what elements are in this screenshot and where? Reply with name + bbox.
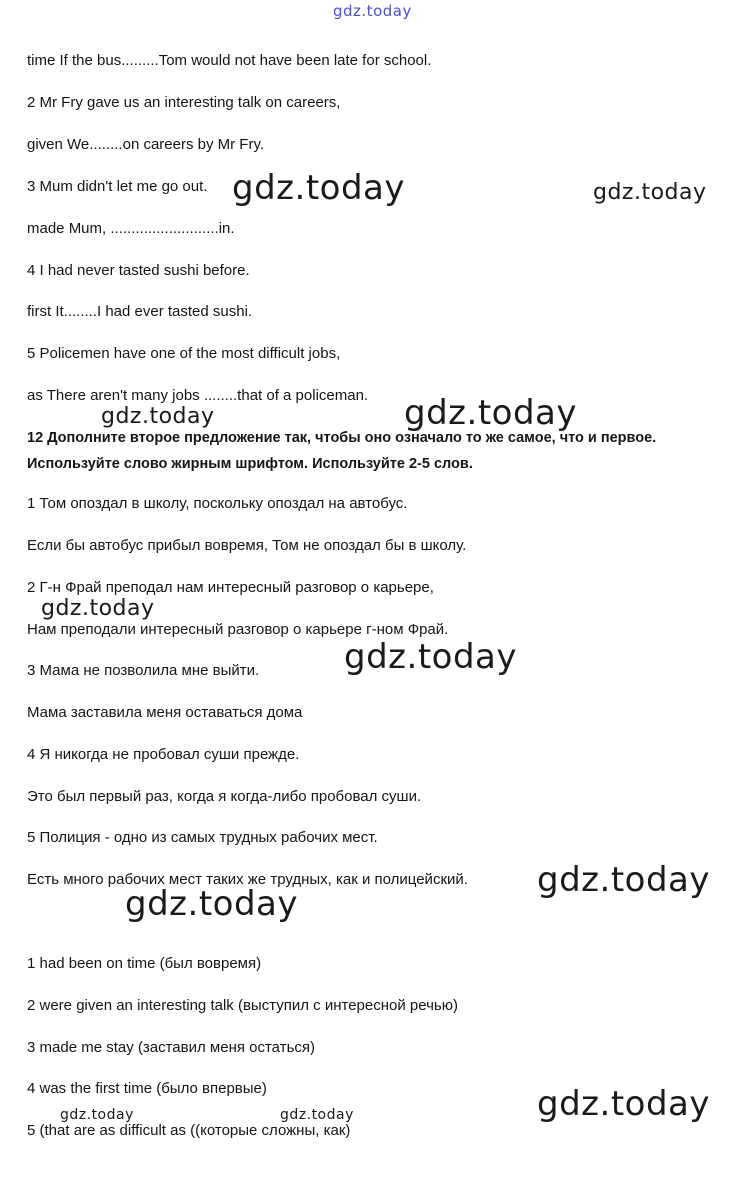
translation-line: 3 Мама не позволила мне выйти. (27, 662, 260, 679)
translation-line: Мама заставила меня оставаться дома (27, 704, 303, 721)
watermark: gdz.today (232, 168, 405, 208)
watermark: gdz.today (537, 860, 710, 900)
translation-line: 1 Том опоздал в школу, поскольку опоздал на автобус. (27, 495, 408, 512)
exercise12-instruction: 12 Дополните второе предложение так, чтобы оно означало то же самое, что и первое. (27, 430, 657, 446)
watermark: gdz.today (125, 884, 298, 924)
watermark: gdz.today (280, 1107, 354, 1123)
watermark: gdz.today (404, 393, 577, 433)
header-watermark: gdz.today (333, 2, 412, 20)
exercise11-line: time If the bus.........Tom would not have been late for school. (27, 52, 432, 69)
watermark: gdz.today (537, 1084, 710, 1124)
exercise11-line: first It........I had ever tasted sushi. (27, 303, 253, 320)
translation-line: Это был первый раз, когда я когда-либо пробовал суши. (27, 788, 422, 805)
exercise11-line: given We........on careers by Mr Fry. (27, 136, 265, 153)
watermark: gdz.today (593, 180, 707, 205)
exercise11-line: as There aren't many jobs ........that of a policeman. (27, 387, 369, 404)
exercise11-line: 2 Mr Fry gave us an interesting talk on careers, (27, 94, 341, 111)
answer-line: 1 had been on time (был вовремя) (27, 955, 262, 972)
answer-line: 4 was the first time (было впервые) (27, 1080, 267, 1097)
exercise12-instruction: Используйте слово жирным шрифтом. Используйте 2-5 слов. (27, 456, 473, 472)
translation-line: 5 Полиция - одно из самых трудных рабочих мест. (27, 829, 378, 846)
answer-line: 5 (that are as difficult as ((которые сложны, как) (27, 1122, 351, 1139)
watermark: gdz.today (41, 596, 155, 621)
translation-line: Если бы автобус прибыл вовремя, Том не опоздал бы в школу. (27, 537, 467, 554)
watermark: gdz.today (344, 637, 517, 677)
answer-line: 3 made me stay (заставил меня остаться) (27, 1039, 315, 1056)
answer-line: 2 were given an interesting talk (выступил с интересной речью) (27, 997, 458, 1014)
watermark: gdz.today (101, 404, 215, 429)
exercise11-line: 3 Mum didn't let me go out. (27, 178, 208, 195)
exercise11-line: made Mum, ..........................in. (27, 220, 235, 237)
exercise11-line: 4 I had never tasted sushi before. (27, 262, 250, 279)
watermark: gdz.today (60, 1107, 134, 1123)
translation-line: 4 Я никогда не пробовал суши прежде. (27, 746, 300, 763)
exercise11-line: 5 Policemen have one of the most difficult jobs, (27, 345, 341, 362)
translation-line: Есть много рабочих мест таких же трудных, как и полицейский. (27, 871, 468, 888)
translation-line: 2 Г-н Фрай преподал нам интересный разговор о карьере, (27, 579, 434, 596)
translation-line: Нам преподали интересный разговор о карьере г-ном Фрай. (27, 621, 449, 638)
